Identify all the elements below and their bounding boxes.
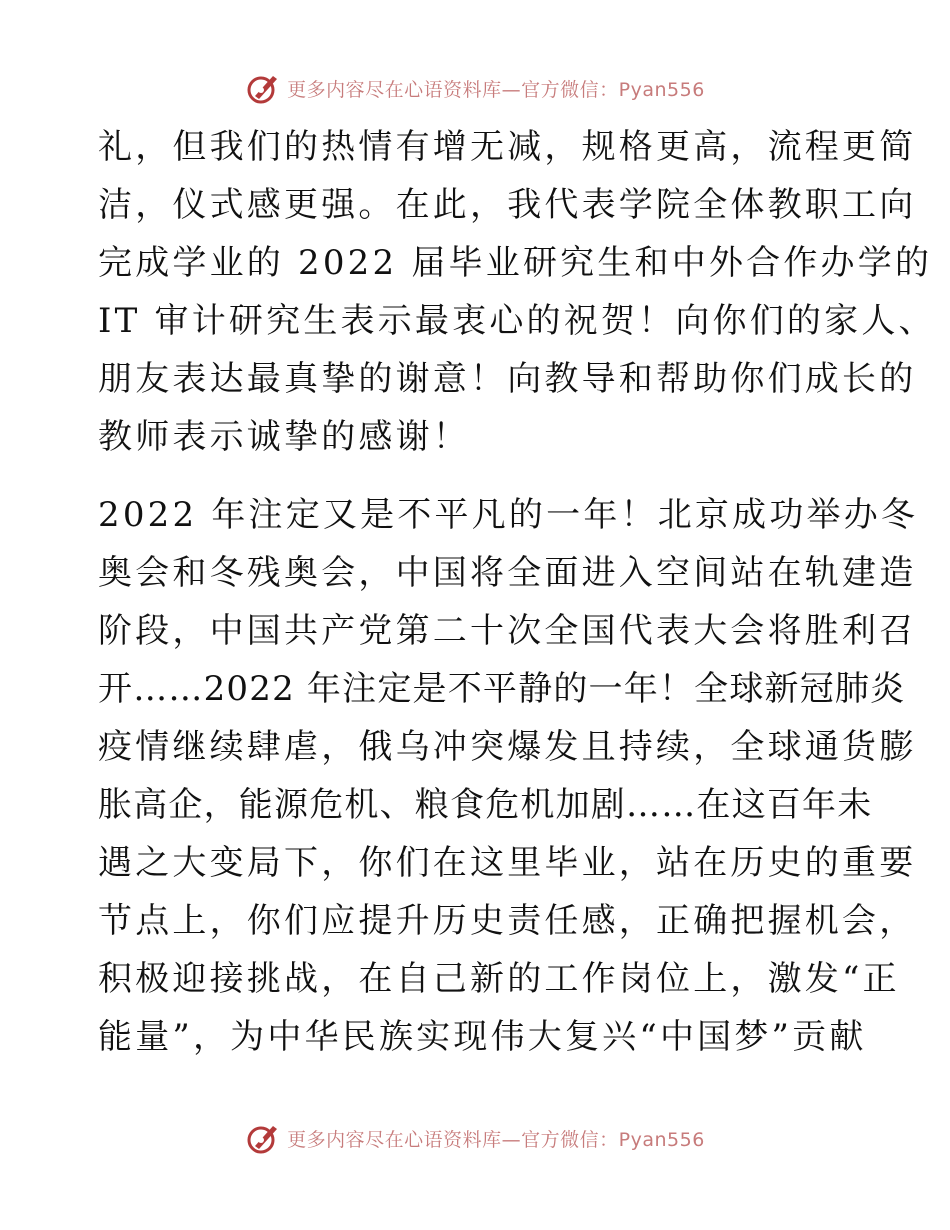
- text-line: 阶段，中国共产党第二十次全国代表大会将胜利召: [98, 611, 917, 651]
- header-banner-text: 更多内容尽在心语资料库—官方微信：Pyan556: [287, 78, 705, 101]
- text-line: 胀高企，能源危机、粮食危机加剧……在这百年未: [98, 785, 873, 825]
- text-line: 开……2022 年注定是不平静的一年！全球新冠肺炎: [98, 669, 906, 709]
- text-line: IT 审计研究生表示最衷心的祝贺！向你们的家人、: [98, 301, 936, 341]
- text-line: 完成学业的 2022 届毕业研究生和中外合作办学的: [98, 243, 933, 283]
- paragraph-2: [98, 486, 919, 1066]
- text-line: 积极迎接挑战，在自己新的工作岗位上，激发“正: [98, 959, 900, 999]
- text-line: 疫情继续肆虐，俄乌冲突爆发且持续，全球通货膨: [98, 727, 917, 767]
- document-body: [98, 118, 936, 1066]
- text-line: 能量”，为中华民族实现伟大复兴“中国梦”贡献: [98, 1017, 867, 1057]
- footer-banner-text: 更多内容尽在心语资料库—官方微信：Pyan556: [287, 1128, 705, 1151]
- text-line: 洁，仪式感更强。在此，我代表学院全体教职工向: [98, 185, 917, 225]
- text-line: 2022 年注定又是不平凡的一年！北京成功举办冬: [98, 495, 919, 535]
- pen-logo-icon: [245, 1120, 281, 1156]
- text-line: 朋友表达最真挚的谢意！向教导和帮助你们成长的: [98, 359, 917, 399]
- pen-logo-icon: [245, 70, 281, 106]
- paragraph-1: [98, 118, 936, 466]
- text-line: 教师表示诚挚的感谢！: [98, 417, 470, 457]
- text-line: 奥会和冬残奥会，中国将全面进入空间站在轨建造: [98, 553, 917, 593]
- paragraph-spacer: [98, 466, 858, 486]
- header-banner: [0, 70, 950, 106]
- text-line: 礼，但我们的热情有增无减，规格更高，流程更简: [98, 127, 917, 167]
- text-line: 节点上，你们应提升历史责任感，正确把握机会，: [98, 901, 917, 941]
- text-line: 遇之大变局下，你们在这里毕业，站在历史的重要: [98, 843, 917, 883]
- footer-banner: [0, 1120, 950, 1156]
